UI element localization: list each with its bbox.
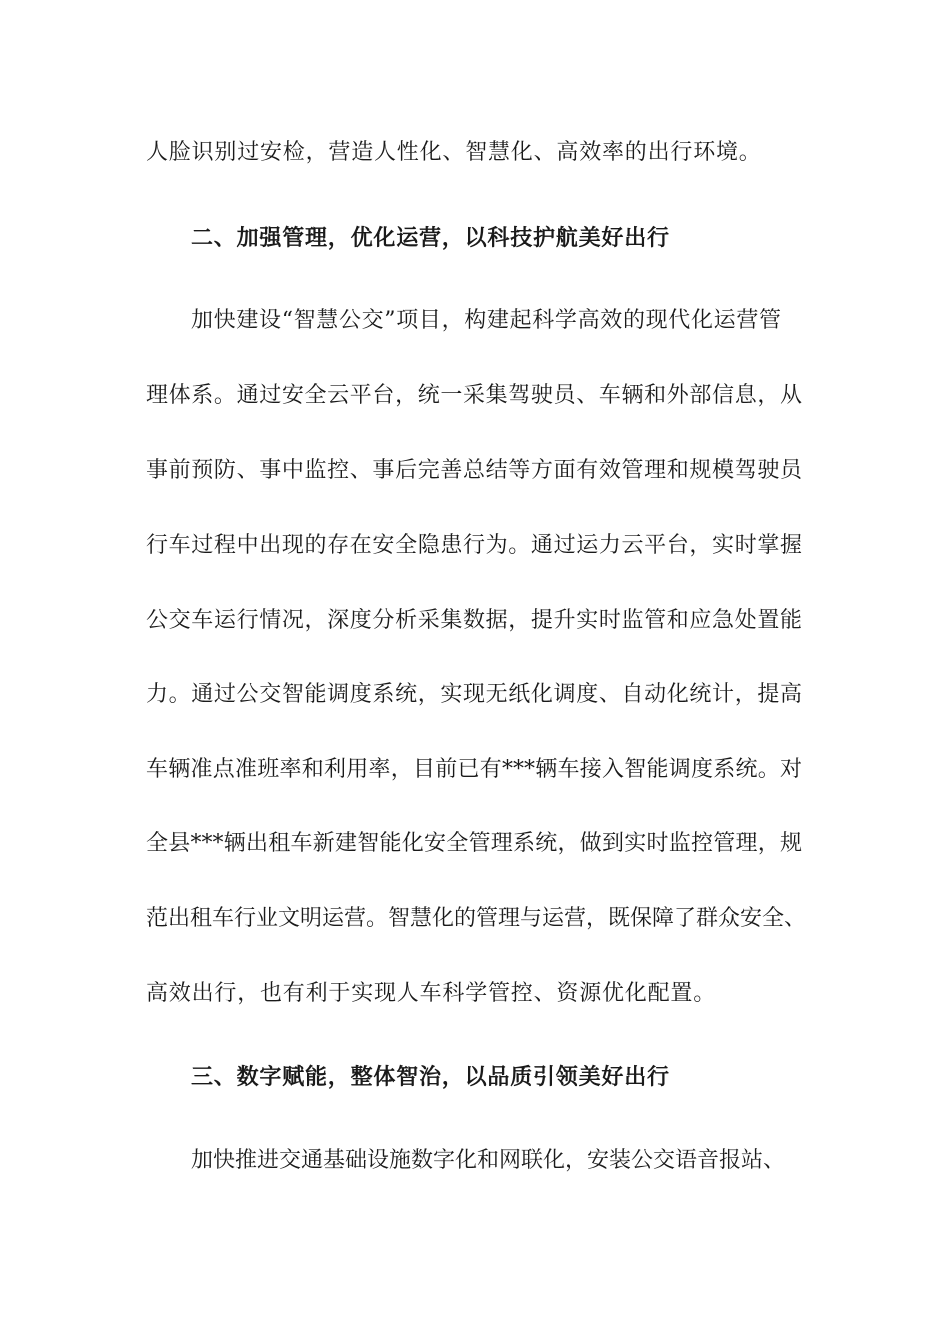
section-2-paragraph-line: 行车过程中出现的存在安全隐患行为。通过运力云平台，实时掌握 bbox=[146, 533, 802, 558]
continuation-text-line: 人脸识别过安检，营造人性化、智慧化、高效率的出行环境。 bbox=[146, 140, 762, 165]
section-2-paragraph-line: 全县***辆出租车新建智能化安全管理系统，做到实时监控管理，规 bbox=[146, 831, 802, 856]
section-2-paragraph-line: 公交车运行情况，深度分析采集数据，提升实时监管和应急处置能 bbox=[146, 608, 802, 633]
section-2-paragraph-line: 车辆准点准班率和利用率，目前已有***辆车接入智能调度系统。对 bbox=[146, 757, 802, 782]
section-2-paragraph-line: 范出租车行业文明运营。智慧化的管理与运营，既保障了群众安全、 bbox=[146, 906, 807, 931]
section-2-heading: 二、加强管理，优化运营，以科技护航美好出行 bbox=[191, 225, 670, 251]
section-2-paragraph-line: 理体系。通过安全云平台，统一采集驾驶员、车辆和外部信息，从 bbox=[146, 383, 802, 408]
section-2-paragraph-line: 加快建设“智慧公交”项目，构建起科学高效的现代化运营管 bbox=[191, 308, 781, 333]
section-2-paragraph-line: 事前预防、事中监控、事后完善总结等方面有效管理和规模驾驶员 bbox=[146, 458, 802, 483]
section-3-heading: 三、数字赋能，整体智治，以品质引领美好出行 bbox=[191, 1064, 670, 1090]
section-2-paragraph-line: 力。通过公交智能调度系统，实现无纸化调度、自动化统计，提高 bbox=[146, 682, 802, 707]
section-2-paragraph-line: 高效出行，也有利于实现人车科学管控、资源优化配置。 bbox=[146, 981, 717, 1006]
section-3-paragraph-line: 加快推进交通基础设施数字化和网联化，安装公交语音报站、 bbox=[191, 1148, 786, 1173]
